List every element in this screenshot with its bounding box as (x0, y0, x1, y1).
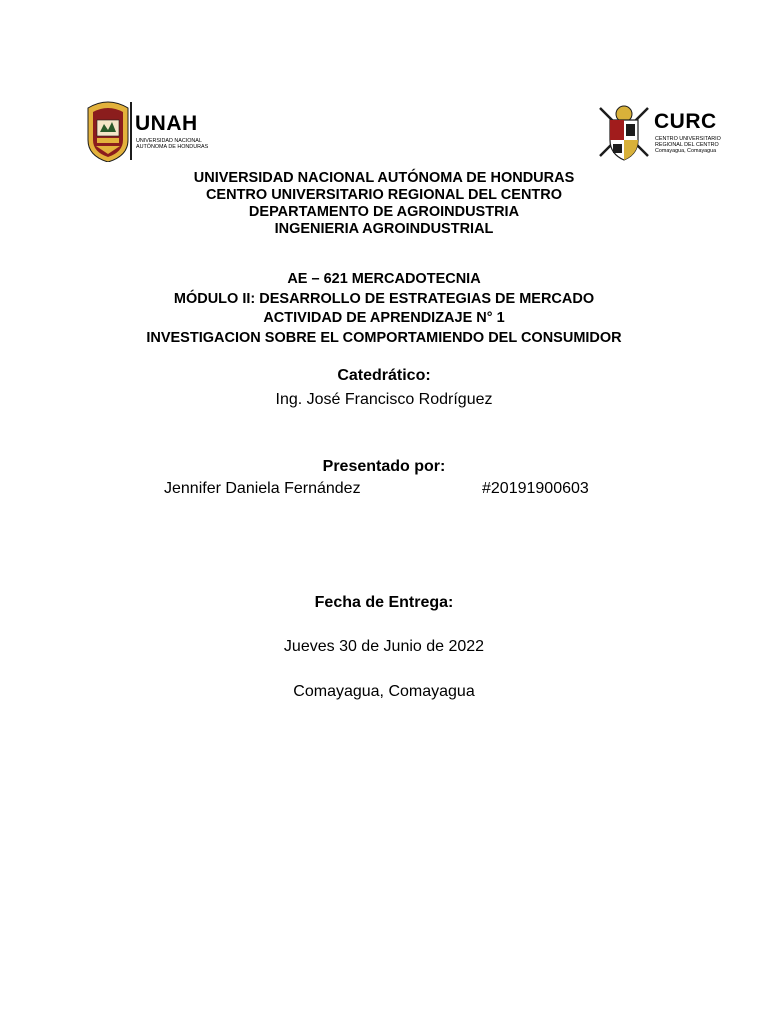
fecha-date: Jueves 30 de Junio de 2022 (283, 638, 485, 655)
fecha-label: Fecha de Entrega: (314, 594, 454, 611)
header-line-department: DEPARTAMENTO DE AGROINDUSTRIA (248, 204, 520, 220)
header-line-center: CENTRO UNIVERSITARIO REGIONAL DEL CENTRO (205, 187, 563, 203)
presenter-student-id: #20191900603 (482, 480, 589, 497)
curc-logo (596, 100, 726, 162)
course-activity: ACTIVIDAD DE APRENDIZAJE N° 1 (263, 310, 505, 326)
unah-logo (86, 100, 216, 162)
unah-logo-subtitle-1: UNIVERSIDAD NACIONAL (136, 138, 202, 144)
curc-logo-subtitle-2: REGIONAL DEL CENTRO (655, 142, 719, 148)
unah-logo-subtitle-2: AUTÓNOMA DE HONDURAS (136, 144, 209, 150)
institution-header (0, 170, 768, 238)
catedratico-name: Ing. José Francisco Rodríguez (275, 391, 493, 408)
presenter-name: Jennifer Daniela Fernández (164, 480, 361, 497)
unah-seal-icon (86, 100, 130, 162)
course-code: AE – 621 MERCADOTECNIA (287, 271, 481, 287)
fecha-place: Comayagua, Comayagua (293, 683, 475, 700)
course-topic: INVESTIGACION SOBRE EL COMPORTAMIENDO DEL CONSUMIDOR (146, 329, 622, 346)
curc-shield-icon (596, 100, 652, 162)
catedratico-label: Catedrático: (337, 367, 431, 384)
course-info (0, 270, 768, 348)
header-line-university: UNIVERSIDAD NACIONAL AUTÓNOMA DE HONDURAS (193, 170, 575, 186)
presentado-label: Presentado por: (322, 458, 446, 475)
unah-logo-title: UNAH (135, 112, 198, 135)
course-module: MÓDULO II: DESARROLLO DE ESTRATEGIAS DE MERCADO (173, 290, 595, 307)
curc-logo-subtitle-1: CENTRO UNIVERSITARIO (655, 136, 721, 142)
curc-logo-subtitle-3: Comayagua, Comayagua (655, 148, 717, 154)
curc-logo-title: CURC (654, 110, 717, 133)
header-line-program: INGENIERIA AGROINDUSTRIAL (274, 221, 494, 237)
